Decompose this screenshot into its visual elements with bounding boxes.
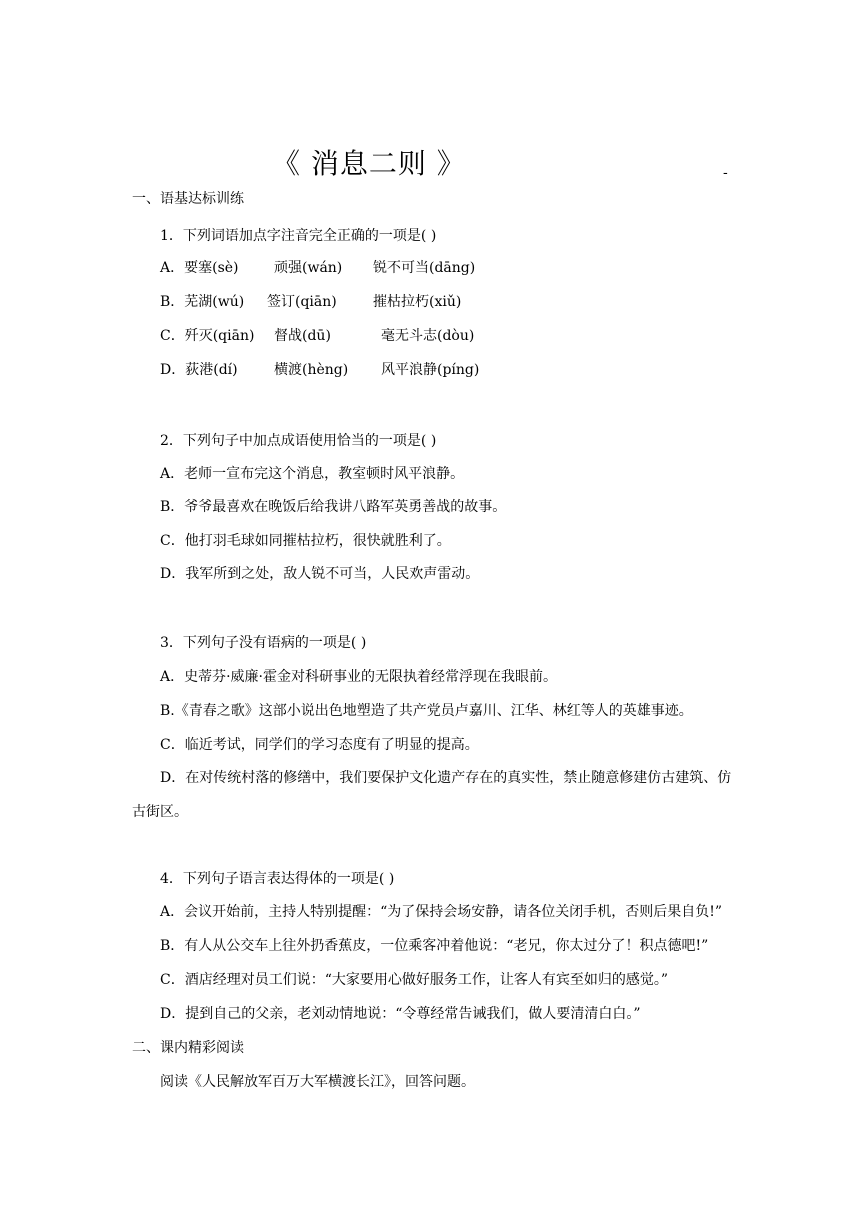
q1-option-c-word-2: 督战(dū) <box>274 328 331 344</box>
reading-intro: 阅读《人民解放军百万大军横渡长江》，回答问题。 <box>160 1074 475 1090</box>
q2-option-b: B．爷爷最喜欢在晚饭后给我讲八路军英勇善战的故事。 <box>160 499 507 515</box>
q3-option-c: C．临近考试，同学们的学习态度有了明显的提高。 <box>160 737 479 753</box>
q1-option-b-word-3: 摧枯拉朽(xiǔ) <box>373 294 462 310</box>
question-2-stem: 2．下列句子中加点成语使用恰当的一项是( ) <box>160 433 437 449</box>
option-label: C． <box>160 328 185 344</box>
q4-option-c: C．酒店经理对员工们说：“大家要用心做好服务工作，让客人有宾至如归的感觉。” <box>160 972 669 988</box>
q4-option-a: A．会议开始前，主持人特别提醒：“为了保持会场安静，请各位关闭手机，否则后果自负!” <box>160 904 723 920</box>
question-1-stem: 1．下列词语加点字注音完全正确的一项是( ) <box>160 228 437 244</box>
q1-option-d-word-2: 横渡(hèng) <box>274 362 349 378</box>
q1-option-a-word-2: 顽强(wán) <box>274 260 343 276</box>
option-word-1: 歼灭(qiān) <box>184 328 255 344</box>
q3-option-d-continuation: 古街区。 <box>132 804 188 820</box>
q1-option-d-word-3: 风平浪静(píng) <box>381 362 480 378</box>
q3-option-b: B.《青春之歌》这部小说出色地塑造了共产党员卢嘉川、江华、林红等人的英雄事迹。 <box>160 703 693 719</box>
question-4-stem: 4．下列句子语言表达得体的一项是( ) <box>160 871 395 887</box>
q3-option-d: D．在对传统村落的修缮中，我们要保护文化遗产存在的真实性，禁止随意修建仿古建筑、仿 <box>160 770 732 786</box>
q2-option-d: D．我军所到之处，敌人锐不可当，人民欢声雷动。 <box>160 566 480 582</box>
option-label: A． <box>160 260 185 276</box>
q4-option-d: D．提到自己的父亲，老刘动情地说：“令尊经常告诫我们，做人要清清白白。” <box>160 1006 641 1022</box>
question-3-stem: 3．下列句子没有语病的一项是( ) <box>160 635 367 651</box>
q4-option-b: B．有人从公交车上往外扔香蕉皮，一位乘客冲着他说：“老兄，你太过分了！积点德吧!” <box>160 938 709 954</box>
q1-option-b <box>160 291 244 311</box>
option-label: D． <box>160 362 186 378</box>
option-word-1: 要塞(sè) <box>184 260 239 276</box>
option-word-1: 荻港(dí) <box>185 362 238 378</box>
section-heading-1: 一、语基达标训练 <box>132 191 244 207</box>
q1-option-a-word-3: 锐不可当(dāng) <box>373 260 476 276</box>
q1-option-d <box>160 359 238 379</box>
option-word-1: 芜湖(wú) <box>184 294 245 310</box>
option-label: B． <box>160 294 185 310</box>
q2-option-a: A．老师一宣布完这个消息，教室顿时风平浪静。 <box>160 466 465 482</box>
q1-option-a <box>160 257 239 277</box>
corner-mark: - <box>723 165 728 181</box>
q1-option-c <box>160 325 254 345</box>
q3-option-a: A．史蒂芬·威廉·霍金对科研事业的无限执着经常浮现在我眼前。 <box>160 669 558 685</box>
q2-option-c: C．他打羽毛球如同摧枯拉朽，很快就胜利了。 <box>160 533 451 549</box>
page-title: 《 消息二则 》 <box>272 147 466 180</box>
section-heading-2: 二、课内精彩阅读 <box>132 1040 244 1056</box>
q1-option-b-word-2: 签订(qiān) <box>267 294 337 310</box>
q1-option-c-word-3: 毫无斗志(dòu) <box>381 328 475 344</box>
